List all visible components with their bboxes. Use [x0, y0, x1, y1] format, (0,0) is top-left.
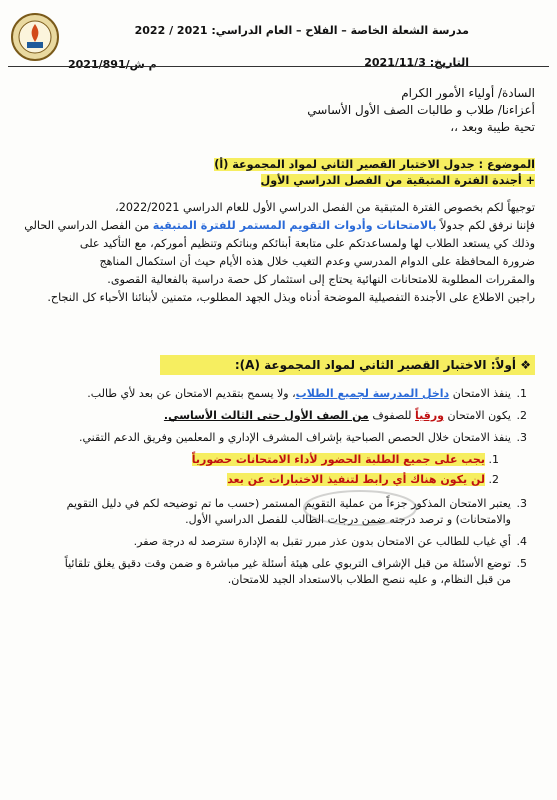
letter-date: التاريخ: 2021/11/3 [364, 56, 469, 69]
list-item: 3. ينفذ الامتحان خلال الحصص الصباحية بإشراف المشرف الإداري و المعلمين وفريق الدعم التقني. [79, 431, 527, 444]
intro-line-3: وذلك كي يستعد الطلاب لها ولمساعدتكم على متابعة أبنائكم وبناتكم وتنظيم أموركم، مع التأكيد على [79, 237, 535, 250]
list-item: 1. ينفذ الامتحان داخل المدرسة لجميع الطلاب، ولا يسمح بتقديم الامتحان عن بعد لأي طالب. [87, 387, 527, 400]
list-item: 5. توضع الأسئلة من قبل الإشراف التربوي على هيئة أسئلة غير مباشرة و ضمن وقت دقيق يغلق تلقائياً من قبل النظام، و عليه ننصح الطلاب بالاستعداد الجيد للامتحان. [64, 557, 527, 586]
section-heading [160, 355, 535, 375]
diamond-bullet-icon: ❖ [520, 358, 531, 372]
subject-line-2: + أجندة الفترة المتبقية من الفصل الدراسي الأول [260, 174, 535, 187]
school-logo-icon [10, 12, 60, 62]
intro-line-2: فإننا نرفق لكم جدولاً بالامتحانات وأدوات التقويم المستمر للفترة المتبقية من الفصل الدراسي الحالي [24, 219, 535, 232]
school-title: مدرسة الشعلة الخاصة – الفلاح – العام الدراسي: 2021 / 2022 [134, 24, 469, 37]
list-item: 3. يعتبر الامتحان المذكور جزءاً من عملية التقويم المستمر (حسب ما تم توضيحه لكم في دليل التقويم والامتحانات) و ترصد درجته ضمن درجات الطالب للفصل الدراسي الأول. [66, 497, 527, 526]
instructions-list [20, 386, 527, 588]
watermark-stamp-icon [300, 488, 420, 528]
header-divider [8, 66, 549, 67]
greeting-line-2: أعزاءنا/ طلاب و طالبات الصف الأول الأساسي [307, 103, 535, 117]
letterhead [8, 10, 549, 71]
sub-list-item: 2. لن يكون هناك أي رابط لتنفيذ الاختبارات عن بعد [227, 473, 499, 486]
intro-line-6: راجين الاطلاع على الأجندة التفصيلية الموضحة أدناه وبذل الجهد المطلوب، متمنين لأبنائنا الأحباء كل النجاح. [47, 291, 535, 304]
intro-line-4: ضرورة المحافظة على الدوام المدرسي وعدم التغيب خلال هذه الأيام حيث أن استكمال المناهج [99, 255, 535, 268]
greeting-line-3: تحية طيبة وبعد ،، [450, 120, 535, 134]
intro-line-5: والمقررات المطلوبة للامتحانات النهائية يحتاج إلى استثمار كل حصة دراسية بالفعالية القصوى. [107, 273, 535, 286]
greeting-block [22, 85, 535, 136]
subject-line-1: الموضوع : جدول الاختبار القصير الثاني لمواد المجموعة (أ) [214, 158, 535, 171]
subject-block [214, 157, 535, 189]
list-item: 4. أي غياب للطالب عن الامتحان بدون عذر مبرر تقبل به الإدارة سترصد له درجة صفر. [133, 535, 527, 548]
sub-list-item: 1. يجب على جميع الطلبة الحضور لأداء الامتحانات حضورياً [191, 453, 499, 466]
intro-line-1: توجيهاً لكم بخصوص الفترة المتبقية من الفصل الدراسي الأول للعام الدراسي 2022/2021، [115, 201, 535, 214]
list-item: 2. يكون الامتحان ورقياً للصفوف من الصف الأول حتى الثالث الأساسي. [163, 409, 527, 422]
greeting-line-1: السادة/ أولياء الأمور الكرام [401, 86, 535, 100]
intro-paragraph [22, 199, 535, 307]
reference-number: م ش/2021/891 [68, 58, 157, 71]
section-title: أولاً: الاختبار القصير الثاني لمواد المجموعة (A): [234, 358, 517, 372]
